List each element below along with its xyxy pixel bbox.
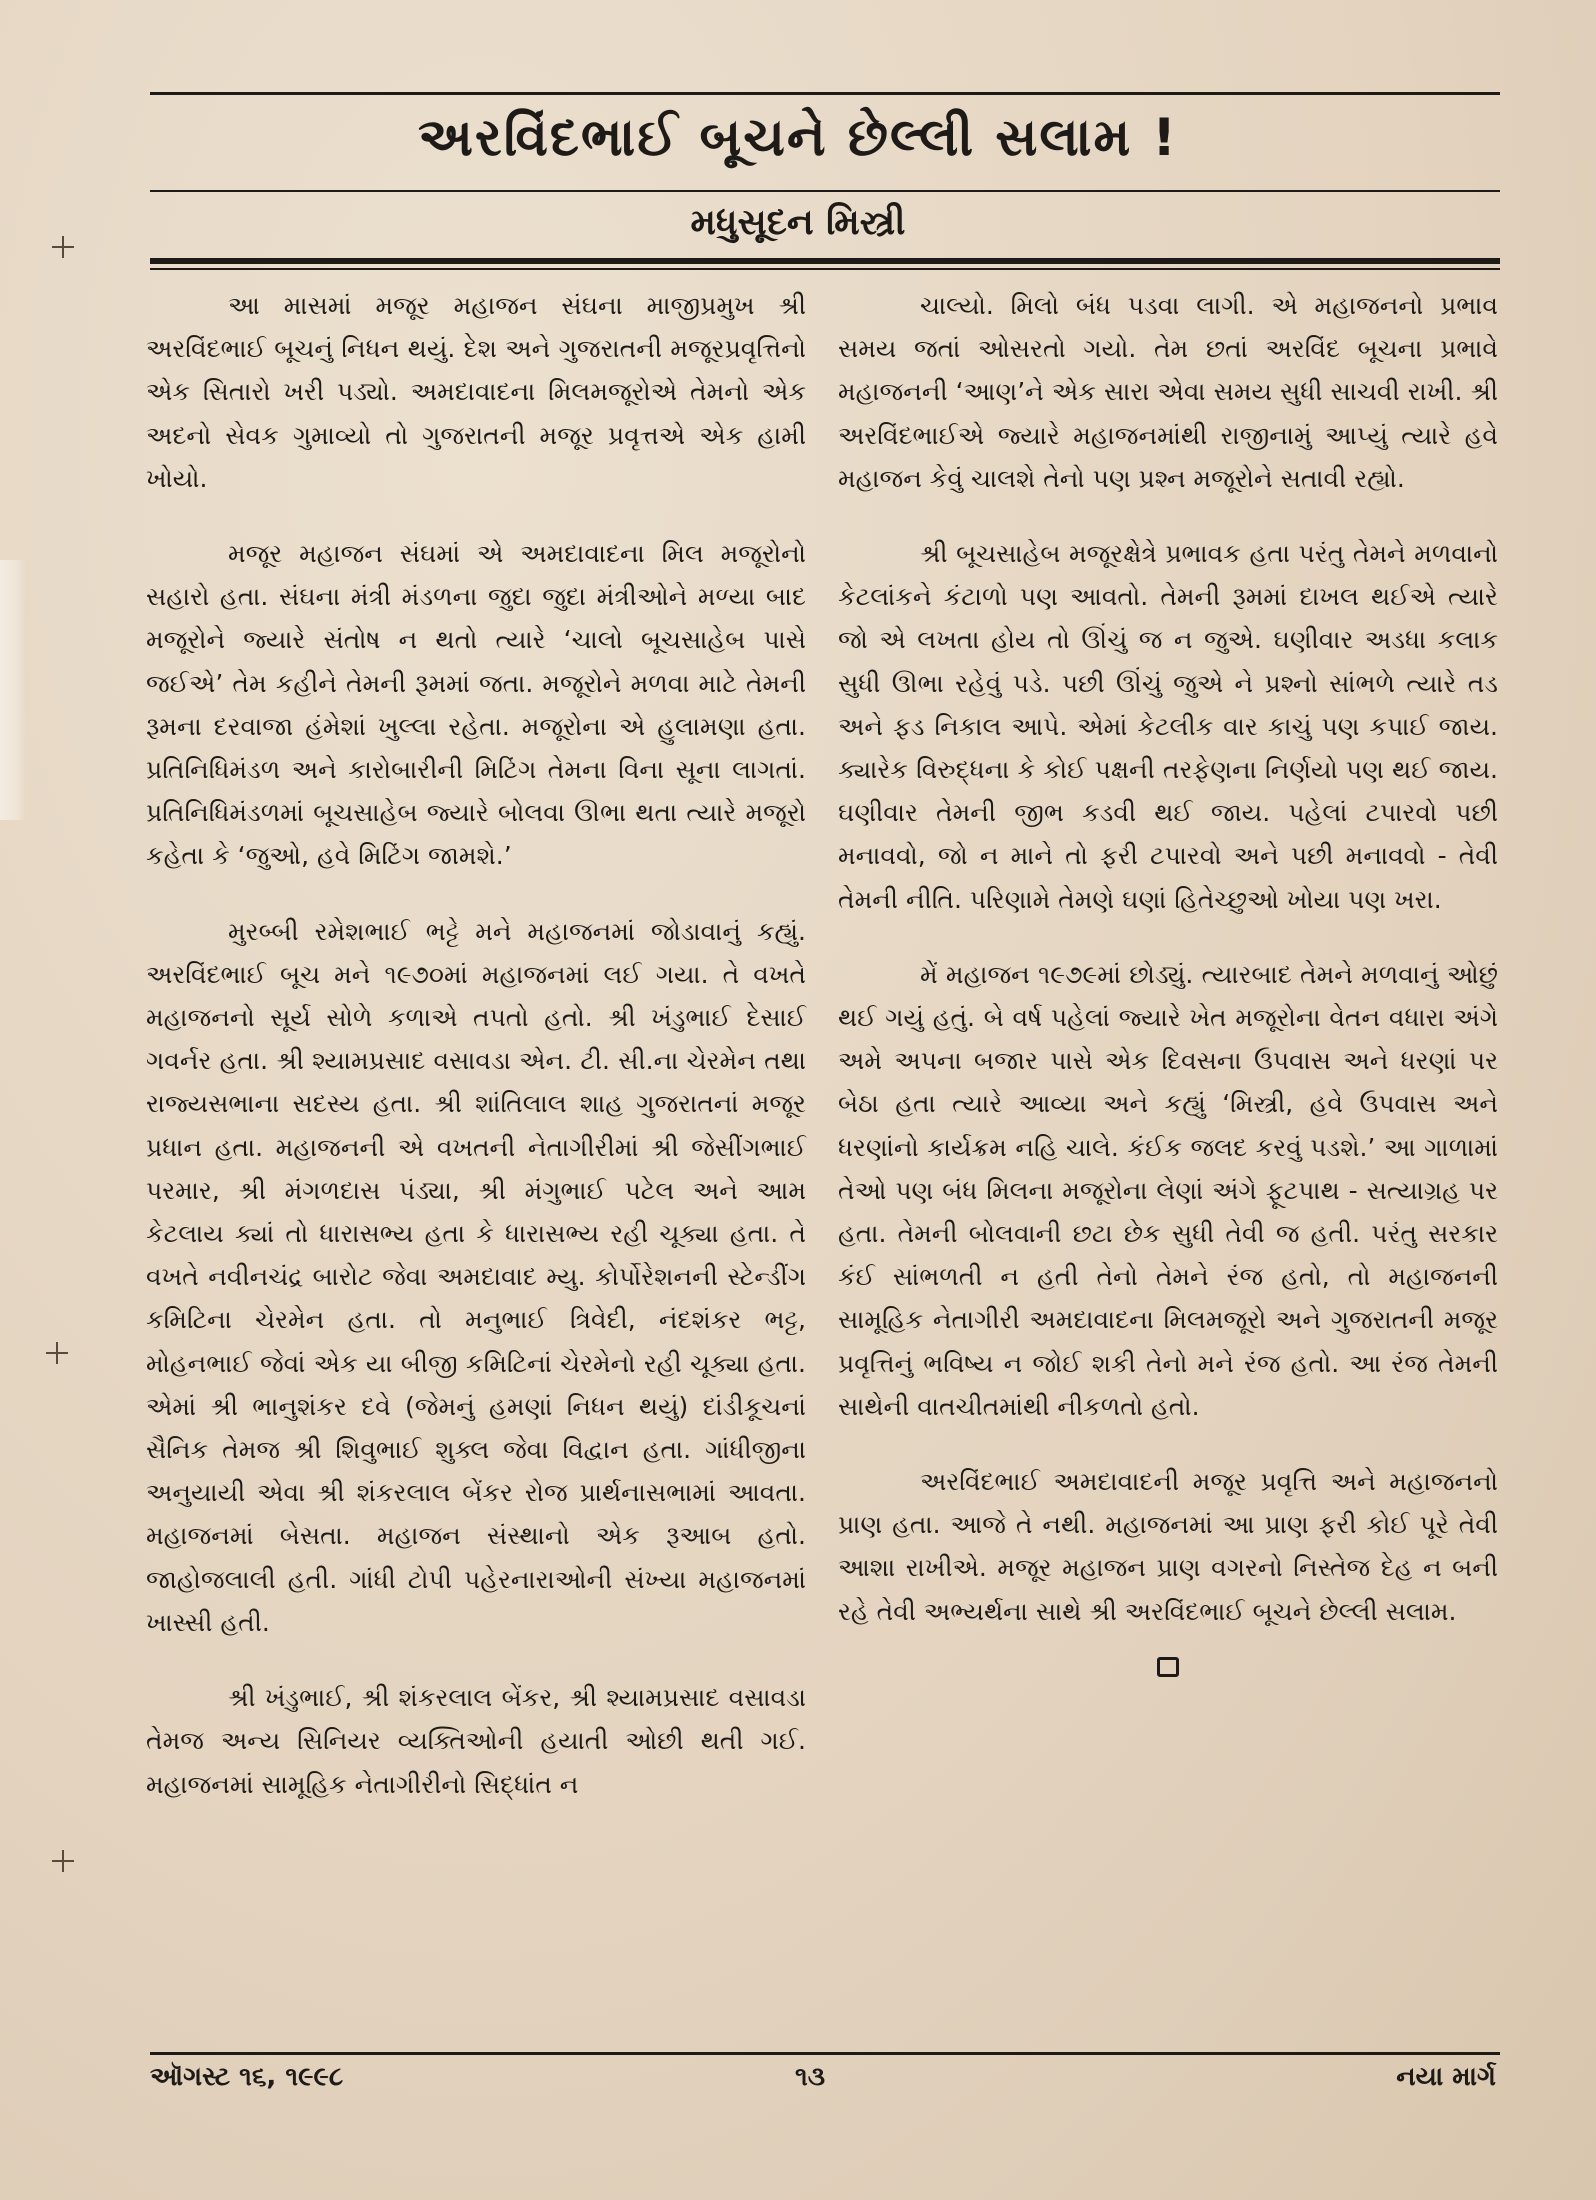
top-rule (150, 92, 1500, 95)
footer-rule (150, 2052, 1500, 2055)
staple-hole-icon (46, 1342, 68, 1364)
title-rule (150, 190, 1500, 192)
staple-hole-icon (52, 1850, 74, 1872)
paragraph: શ્રી બૂચસાહેબ મજૂરક્ષેત્રે પ્રભાવક હતા પરંતુ તેમને મળવાનો કેટલાંકને કંટાળો પણ આવતો. તેમની રૂમમાં દાખલ થઈએ ત્યારે જો એ લખતા હોય તો ઊંચું જ ન જુએ. ઘણીવાર અડધા કલાક સુધી ઊભા રહેવું પડે. પછી ઊંચું જુએ ને પ્રશ્નો સાંભળે ત્યારે તડ અને ફડ નિકાલ આપે. એમાં કેટલીક વાર કાચું પણ કપાઈ જાય. ક્યારેક વિરુદ્ધના કે કોઈ પક્ષની તરફેણના નિર્ણયો પણ થઈ જાય. ઘણીવાર તેમની જીભ કડવી થઈ જાય. પહેલાં ટપારવો પછી મનાવવો, જો ન માને તો ફરી ટપારવો અને પછી મનાવવો - તેવી તેમની નીતિ. પરિણામે તેમણે ઘણાં હિતેચ્છુઓ ખોયા પણ ખરા. (838, 539, 1498, 914)
paragraph: મજૂર મહાજન સંઘમાં એ અમદાવાદના મિલ મજૂરોનો સહારો હતા. સંઘના મંત્રી મંડળના જુદા જુદા મંત્રીઓને મળ્યા બાદ મજૂરોને જ્યારે સંતોષ ન થતો ત્યારે ‘ચાલો બૂચસાહેબ પાસે જઈએ’ તેમ કહીને તેમની રૂમમાં જતા. મજૂરોને મળવા માટે તેમની રૂમના દરવાજા હંમેશાં ખુલ્લા રહેતા. મજૂરોના એ હુલામણા હતા. પ્રતિનિધિમંડળ અને કારોબારીની મિટિંગ તેમના વિના સૂના લાગતાં. પ્રતિનિધિમંડળમાં બૂચસાહેબ જ્યારે બોલવા ઊભા થતા ત્યારે મજૂરો કહેતા કે ‘જુઓ, હવે મિટિંગ જામશે.’ (146, 539, 806, 871)
end-of-article-icon (1157, 1657, 1179, 1677)
paragraph: મેં મહાજન ૧૯૭૯માં છોડ્યું. ત્યારબાદ તેમને મળવાનું ઓછું થઈ ગયું હતું. બે વર્ષ પહેલાં જ્યારે ખેત મજૂરોના વેતન વધારા અંગે અમે અપના બજાર પાસે એક દિવસના ઉપવાસ અને ધરણાં પર બેઠા હતા ત્યારે આવ્યા અને કહ્યું ‘મિસ્ત્રી, હવે ઉપવાસ અને ધરણાંનો કાર્યક્રમ નહિ ચાલે. કંઈક જલદ કરવું પડશે.’ આ ગાળામાં તેઓ પણ બંધ મિલના મજૂરોના લેણાં અંગે ફૂટપાથ - સત્યાગ્રહ પર હતા. તેમની બોલવાની છટા છેક સુધી તેવી જ હતી. પરંતુ સરકાર કંઈ સાંભળતી ન હતી તેનો તેમને રંજ હતો, તો મહાજનની સામૂહિક નેતાગીરી અમદાવાદના મિલમજૂરો અને ગુજરાતની મજૂર પ્રવૃત્તિનું ભવિષ્ય ન જોઈ શકી તેનો મને રંજ હતો. આ રંજ તેમની સાથેની વાતચીતમાંથી નીકળતો હતો. (838, 959, 1498, 1421)
page-number: ૧૩ (794, 2062, 826, 2092)
left-column (146, 284, 806, 1838)
article-title: અરવિંદભાઈ બૂચને છેલ્લી સલામ ! (418, 108, 1178, 168)
footer-date: ઑગસ્ટ ૧૬, ૧૯૯૮ (150, 2062, 344, 2092)
paragraph: અરવિંદભાઈ અમદાવાદની મજૂર પ્રવૃત્તિ અને મહાજનનો પ્રાણ હતા. આજે તે નથી. મહાજનમાં આ પ્રાણ ફરી કોઈ પૂરે તેવી આશા રાખીએ. મજૂર મહાજન પ્રાણ વગરનો નિસ્તેજ દેહ ન બની રહે તેવી અભ્યર્થના સાથે શ્રી અરવિંદભાઈ બૂચને છેલ્લી સલામ. (838, 1467, 1498, 1626)
right-column (838, 284, 1498, 1677)
paragraph: ચાલ્યો. મિલો બંધ પડવા લાગી. એ મહાજનનો પ્રભાવ સમય જતાં ઓસરતો ગયો. તેમ છતાં અરવિંદ બૂચના પ્રભાવે મહાજનની ‘આણ’ને એક સારા એવા સમય સુધી સાચવી રાખી. શ્રી અરવિંદભાઈએ જ્યારે મહાજનમાંથી રાજીનામું આપ્યું ત્યારે હવે મહાજન કેવું ચાલશે તેનો પણ પ્રશ્ન મજૂરોને સતાવી રહ્યો. (838, 291, 1498, 493)
torn-edge (0, 560, 26, 820)
article-author: મધુસૂદન મિસ્ત્રી (690, 202, 906, 243)
paragraph: શ્રી ખંડુભાઈ, શ્રી શંકરલાલ બેંકર, શ્રી શ્યામપ્રસાદ વસાવડા તેમજ અન્ય સિનિયર વ્યક્તિઓની હયાતી ઓછી થતી ગઈ. મહાજનમાં સામૂહિક નેતાગીરીનો સિદ્ધાંત ન (146, 1683, 806, 1799)
paragraph: મુરબ્બી રમેશભાઈ ભટ્ટે મને મહાજનમાં જોડાવાનું કહ્યું. અરવિંદભાઈ બૂચ મને ૧૯૭૦માં મહાજનમાં લઈ ગયા. તે વખતે મહાજનનો સૂર્ય સોળે કળાએ તપતો હતો. શ્રી ખંડુભાઈ દેસાઈ ગવર્નર હતા. શ્રી શ્યામપ્રસાદ વસાવડા એન. ટી. સી.ના ચેરમેન તથા રાજ્યસભાના સદસ્ય હતા. શ્રી શાંતિલાલ શાહ ગુજરાતનાં મજૂર પ્રધાન હતા. મહાજનની એ વખતની નેતાગીરીમાં શ્રી જેસીંગભાઈ પરમાર, શ્રી મંગળદાસ પંડ્યા, શ્રી મંગુભાઈ પટેલ અને આમ કેટલાય ક્યાં તો ધારાસભ્ય હતા કે ધારાસભ્ય રહી ચૂક્યા હતા. તે વખતે નવીનચંદ્ર બારોટ જેવા અમદાવાદ મ્યુ. કોર્પોરેશનની સ્ટેન્ડીંગ કમિટિના ચેરમેન હતા. તો મનુભાઈ ત્રિવેદી, નંદશંકર ભટ્ટ, મોહનભાઈ જેવાં એક યા બીજી કમિટિનાં ચેરમેનો રહી ચૂક્યા હતા. એમાં શ્રી ભાનુશંકર દવે (જેમનું હમણાં નિધન થયું) દાંડીકૂચનાં સૈનિક તેમજ શ્રી શિવુભાઈ શુક્લ જેવા વિદ્વાન હતા. ગાંધીજીના અનુયાયી એવા શ્રી શંકરલાલ બેંકર રોજ પ્રાર્થનાસભામાં આવતા. મહાજનમાં બેસતા. મહાજન સંસ્થાનો એક રૂઆબ હતો. જાહોજલાલી હતી. ગાંધી ટોપી પહેરનારાઓની સંખ્યા મહાજનમાં ખાસ્સી હતી. (146, 916, 806, 1637)
paragraph: આ માસમાં મજૂર મહાજન સંઘના માજીપ્રમુખ શ્રી અરવિંદભાઈ બૂચનું નિધન થયું. દેશ અને ગુજરાતની મજૂરપ્રવૃત્તિનો એક સિતારો ખરી પડ્યો. અમદાવાદના મિલમજૂરોએ તેમનો એક અદનો સેવક ગુમાવ્યો તો ગુજરાતની મજૂર પ્રવૃત્તએ એક હામી ખોયો. (146, 291, 806, 493)
header-rule-thick (150, 258, 1500, 264)
header-rule-thin (150, 268, 1500, 270)
magazine-name: નયા માર્ગ (1396, 2062, 1496, 2092)
staple-hole-icon (52, 236, 74, 258)
